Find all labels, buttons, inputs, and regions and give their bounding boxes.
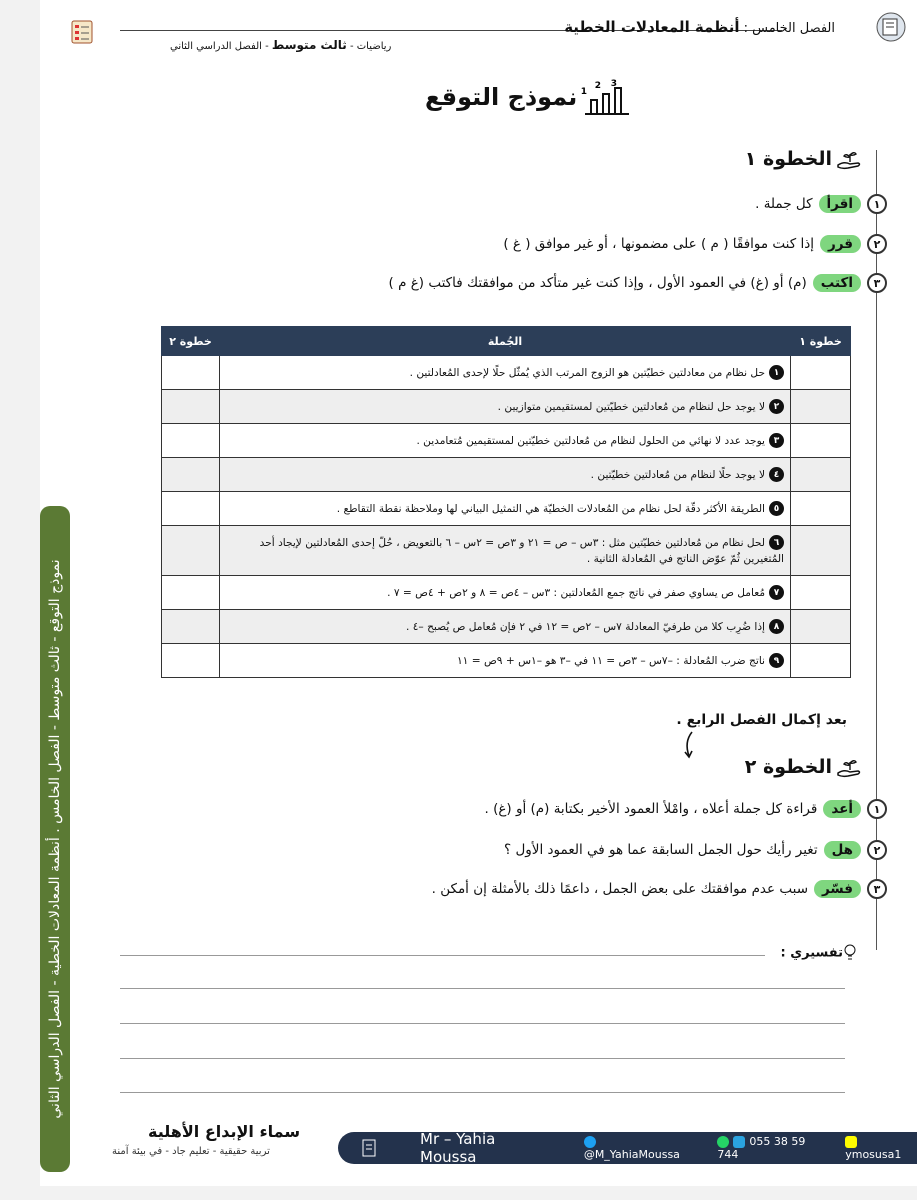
writing-line[interactable] bbox=[120, 955, 765, 956]
teacher-name: Mr – Yahia Moussa bbox=[420, 1130, 496, 1166]
item-text: كل جملة . bbox=[755, 196, 813, 212]
notebook-icon bbox=[360, 1138, 378, 1158]
chapter-heading bbox=[564, 18, 835, 36]
sentence-cell bbox=[220, 644, 791, 678]
svg-text:3: 3 bbox=[611, 79, 618, 89]
step2-answer-cell[interactable] bbox=[162, 492, 220, 526]
sentence-text: لحل نظام من مُعادلتين خطيّتين مثل : ٣س – ص = ٢١ و ٣ص = ٢س – ٦ بالتعويض ، حُلّ إحدى المُعادلتين لإيجاد أحد المُتغيرين ثُمّ عوّض الناتج في المُعادلة الثانية . bbox=[259, 536, 784, 565]
snapchat-icon bbox=[845, 1136, 857, 1148]
guide-line bbox=[876, 150, 877, 950]
step1-answer-cell[interactable] bbox=[791, 526, 851, 576]
svg-text:2: 2 bbox=[595, 81, 602, 91]
sentence-text: إذا ضُرِب كلا من طرفيّ المعادلة ٧س – ٢ص = ١٢ في ٢ فإن مُعامل ص يُصبح –٤ . bbox=[405, 620, 765, 633]
footer-bar bbox=[338, 1132, 917, 1164]
explanation-label-text: تفسيري : bbox=[780, 945, 843, 961]
sentence-text: لا يوجد حلًا لنظام من مُعادلتين خطيّتين . bbox=[590, 468, 765, 481]
step1-item bbox=[503, 234, 887, 254]
grade-text: ثالث متوسط bbox=[271, 38, 347, 52]
table-row bbox=[162, 356, 851, 390]
page-title bbox=[425, 80, 631, 116]
row-number: ٣ bbox=[769, 433, 784, 448]
row-number: ٥ bbox=[769, 501, 784, 516]
step1-answer-cell[interactable] bbox=[791, 390, 851, 424]
anticipation-table bbox=[161, 326, 851, 678]
item-number: ٣ bbox=[867, 273, 887, 293]
step1-answer-cell[interactable] bbox=[791, 610, 851, 644]
side-banner bbox=[40, 506, 70, 1172]
twitter-handle[interactable] bbox=[584, 1135, 696, 1161]
sentence-cell bbox=[220, 356, 791, 390]
sentence-text: الطريقة الأكثر دقّة لحل نظام من المُعادلات الخطيّة هي التمثيل البياني لها وملاحظة نقطة التقاطع . bbox=[336, 502, 765, 515]
writing-line[interactable] bbox=[120, 1023, 845, 1024]
step1-heading bbox=[745, 148, 862, 171]
growth-chart-icon bbox=[583, 80, 631, 116]
telegram-icon bbox=[733, 1136, 745, 1148]
step2-item bbox=[504, 840, 887, 860]
writing-line[interactable] bbox=[120, 1092, 845, 1093]
step2-answer-cell[interactable] bbox=[162, 610, 220, 644]
table-row bbox=[162, 390, 851, 424]
row-number: ٦ bbox=[769, 535, 784, 550]
sentence-text: مُعامل ص يساوي صفر في ناتج جمع المُعادلتين : ٣س – ٤ص = ٨ و ٢ص + ٤ص = ٧ . bbox=[387, 586, 765, 599]
sentence-cell bbox=[220, 458, 791, 492]
table-row bbox=[162, 458, 851, 492]
phone-contact[interactable] bbox=[717, 1135, 829, 1161]
row-number: ٨ bbox=[769, 619, 784, 634]
step2-answer-cell[interactable] bbox=[162, 576, 220, 610]
table-row bbox=[162, 644, 851, 678]
step1-answer-cell[interactable] bbox=[791, 424, 851, 458]
school-name: سماء الإبداع الأهلية bbox=[148, 1122, 301, 1141]
step2-answer-cell[interactable] bbox=[162, 356, 220, 390]
lightbulb-icon bbox=[843, 944, 857, 962]
phone-text: 055 38 59 744 bbox=[717, 1135, 806, 1161]
item-text: تغير رأيك حول الجمل السابقة عما هو في العمود الأول ؟ bbox=[504, 842, 818, 858]
item-number: ٣ bbox=[867, 879, 887, 899]
col-step2-header: خطوة ٢ bbox=[162, 327, 220, 356]
row-number: ١ bbox=[769, 365, 784, 380]
svg-text:1: 1 bbox=[581, 87, 588, 97]
item-keyword: هل bbox=[824, 841, 861, 859]
hand-plant-icon bbox=[836, 757, 862, 779]
item-keyword: اكتب bbox=[813, 274, 861, 292]
step2-heading bbox=[745, 756, 862, 779]
step2-item bbox=[432, 879, 887, 899]
table-row bbox=[162, 610, 851, 644]
curved-arrow-icon bbox=[680, 730, 698, 760]
sentence-cell bbox=[220, 390, 791, 424]
step1-answer-cell[interactable] bbox=[791, 492, 851, 526]
step1-item bbox=[755, 194, 887, 214]
twitter-icon bbox=[584, 1136, 596, 1148]
step2-answer-cell[interactable] bbox=[162, 390, 220, 424]
hand-plant-icon bbox=[836, 149, 862, 171]
sentence-cell bbox=[220, 576, 791, 610]
row-number: ٢ bbox=[769, 399, 784, 414]
worksheet-page bbox=[40, 0, 917, 1186]
item-text: قراءة كل جملة أعلاه ، وامْلأ العمود الأخير بكتابة (م) أو (غ) . bbox=[484, 801, 818, 817]
item-text: (م) أو (غ) في العمود الأول ، وإذا كنت غير متأكد من موافقتك فاكتب (غ م ) bbox=[388, 275, 807, 291]
snapchat-handle[interactable] bbox=[845, 1135, 917, 1161]
snapchat-text: ymosusa1 bbox=[845, 1148, 902, 1161]
step1-answer-cell[interactable] bbox=[791, 356, 851, 390]
chapter-label: الفصل الخامس : bbox=[743, 21, 835, 36]
item-text: إذا كنت موافقًا ( م ) على مضمونها ، أو غير موافق ( غ ) bbox=[503, 236, 814, 252]
step2-answer-cell[interactable] bbox=[162, 458, 220, 492]
table-row bbox=[162, 576, 851, 610]
col-step1-header: خطوة ١ bbox=[791, 327, 851, 356]
side-banner-text: نموذج التوقع - ثالث متوسط - الفصل الخامس . أنظمة المعادلات الخطية - الفصل الدراسي الثاني bbox=[47, 559, 63, 1119]
table-row bbox=[162, 424, 851, 458]
col-sentence-header: الجُملة bbox=[220, 327, 791, 356]
step1-answer-cell[interactable] bbox=[791, 576, 851, 610]
item-number: ٢ bbox=[867, 234, 887, 254]
sentence-cell bbox=[220, 424, 791, 458]
twitter-text: @M_YahiaMoussa bbox=[583, 1148, 680, 1161]
sentence-text: لا يوجد حل لنظام من مُعادلتين خطيّتين لمستقيمين متوازيين . bbox=[497, 400, 765, 413]
term-text: - الفصل الدراسي الثاني bbox=[170, 41, 269, 52]
title-text: نموذج التوقع bbox=[425, 83, 578, 111]
step1-item bbox=[389, 273, 887, 293]
step2-title: الخطوة ٢ bbox=[744, 756, 832, 778]
row-number: ٧ bbox=[769, 585, 784, 600]
sentence-cell bbox=[220, 526, 791, 576]
step2-answer-cell[interactable] bbox=[162, 526, 220, 576]
writing-line[interactable] bbox=[120, 1058, 845, 1059]
sentence-text: يوجد عدد لا نهائي من الحلول لنظام من مُعادلتين خطيّتين لمستقيمين مُتعامدين . bbox=[416, 434, 765, 447]
step2-item bbox=[484, 799, 887, 819]
table-header-row bbox=[162, 327, 851, 356]
table-row bbox=[162, 492, 851, 526]
step2-answer-cell[interactable] bbox=[162, 644, 220, 678]
school-motto: تربية حقيقية - تعليم جاد - في بيئة آمنة bbox=[112, 1146, 270, 1157]
table-row bbox=[162, 526, 851, 576]
sentence-text: حل نظام من معادلتين خطيّتين هو الزوج المرتب الذي يُمثّل حلًا لإحدى المُعادلتين . bbox=[409, 366, 765, 379]
step1-title: الخطوة ١ bbox=[744, 148, 832, 170]
sentence-text: ناتج ضرب المُعادلة : –٧س – ٣ص = ١١ في –٣ هو –١س + ٩ص = ١١ bbox=[456, 654, 765, 667]
sentence-cell bbox=[220, 610, 791, 644]
item-keyword: أعد bbox=[823, 800, 861, 818]
row-number: ٩ bbox=[769, 653, 784, 668]
chapter-title: أنظمة المعادلات الخطية bbox=[564, 18, 740, 36]
item-number: ١ bbox=[867, 799, 887, 819]
step2-answer-cell[interactable] bbox=[162, 424, 220, 458]
step1-answer-cell[interactable] bbox=[791, 644, 851, 678]
whatsapp-icon bbox=[717, 1136, 729, 1148]
item-number: ٢ bbox=[867, 840, 887, 860]
item-text: سبب عدم موافقتك على بعض الجمل ، داعمًا ذلك بالأمثلة إن أمكن . bbox=[431, 881, 809, 897]
row-number: ٤ bbox=[769, 467, 784, 482]
chapter-logo-icon bbox=[873, 10, 909, 44]
item-keyword: قرر bbox=[820, 235, 861, 253]
course-info bbox=[170, 38, 391, 52]
item-number: ١ bbox=[867, 194, 887, 214]
writing-line[interactable] bbox=[120, 988, 845, 989]
sentence-cell bbox=[220, 492, 791, 526]
subject-text: رياضيات - bbox=[349, 41, 392, 52]
after-chapter-note: بعد إكمال الفصل الرابع . bbox=[676, 712, 847, 728]
step1-answer-cell[interactable] bbox=[791, 458, 851, 492]
item-keyword: فسّر bbox=[814, 880, 861, 898]
item-keyword: اقرأ bbox=[819, 195, 862, 213]
checklist-icon bbox=[68, 18, 96, 46]
explanation-label bbox=[781, 944, 858, 962]
